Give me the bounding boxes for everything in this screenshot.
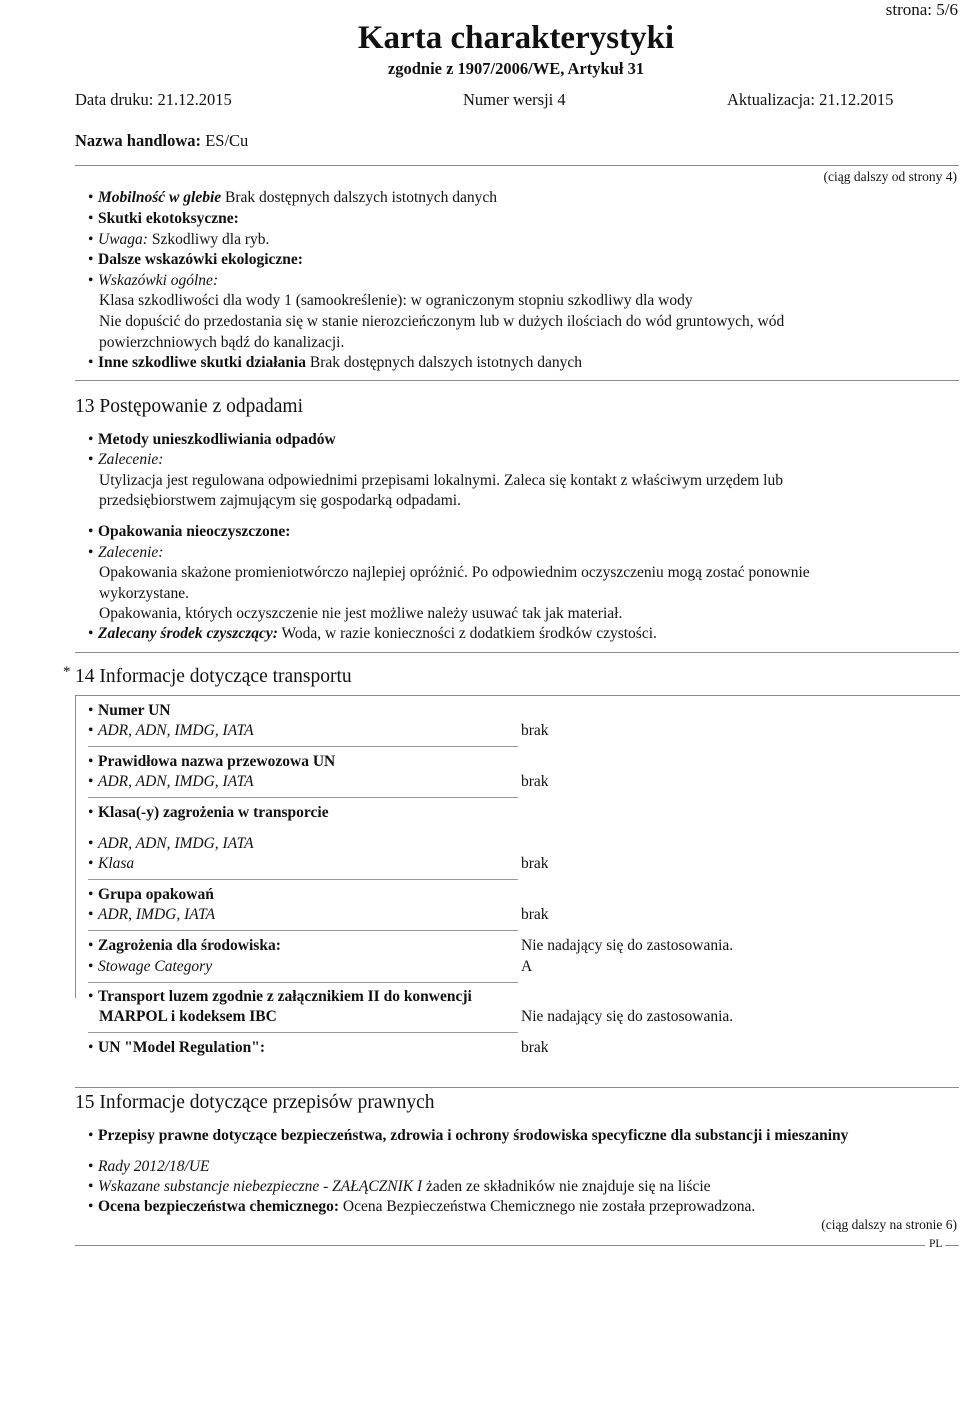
annex-substances-text: żaden ze składników nie znajduje się na liście [426, 1178, 711, 1195]
hazard-class-heading: • Klasa(-y) zagrożenia w transporcie [88, 803, 329, 823]
recommendation2-line2: wykorzystane. [99, 585, 189, 602]
un-number-heading: • Numer UN [88, 701, 170, 721]
footer-divider-left [75, 1245, 925, 1246]
page-number: strona: 5/6 [885, 0, 958, 19]
stowage-category-value: A [521, 958, 533, 975]
trade-name-label: Nazwa handlowa: [75, 131, 202, 150]
eco-hints-heading: • Dalsze wskazówki ekologiczne: [88, 250, 303, 270]
ecotox-note-text: Szkodliwy dla ryb. [151, 231, 270, 248]
environmental-hazards-label: • Zagrożenia dla środowiska: [88, 936, 281, 956]
hazard-class-modes: • ADR, ADN, IMDG, IATA [88, 834, 254, 854]
un-number-value: brak [521, 722, 549, 739]
ecotox-heading: • Skutki ekotoksyczne: [88, 209, 239, 229]
transport-divider-5 [88, 982, 518, 983]
packing-group-heading: • Grupa opakowań [88, 885, 214, 905]
discharge-warning-line2: powierzchniowych bądź do kanalizacji. [99, 334, 345, 351]
shipping-name-heading: • Prawidłowa nazwa przewozowa UN [88, 752, 335, 772]
recommendation1-line1: Utylizacja jest regulowana odpowiednimi przepisami lokalnymi. Zaleca się kontakt z właściwym urzędem lub [99, 472, 783, 489]
shipping-name-modes: • ADR, ADN, IMDG, IATA [88, 772, 254, 792]
cleaning-agent-label: • Zalecany środek czyszczący: [88, 625, 278, 642]
footer-divider-right [945, 1245, 959, 1246]
regulations-heading: • Przepisy prawne dotyczące bezpieczeństwa, zdrowia i ochrony środowiska specyficzne dla substancji i mieszaniny [88, 1126, 848, 1146]
recommendation1-line2: przedsiębiorstwem zajmującym się gospodarką odpadami. [99, 492, 461, 509]
transport-divider-6 [88, 1032, 518, 1033]
packing-group-modes: • ADR, IMDG, IATA [88, 905, 215, 925]
transport-box-bottom [75, 1087, 959, 1088]
cleaning-agent [88, 624, 657, 644]
stowage-category-label: • Stowage Category [88, 957, 212, 977]
recommendation2-line3: Opakowania, których oczyszczenie nie jest możliwe należy usuwać tak jak materiał. [99, 605, 623, 622]
model-regulation-label: • UN "Model Regulation": [88, 1038, 265, 1058]
uncleaned-packaging-heading: • Opakowania nieoczyszczone: [88, 522, 290, 542]
print-date: Data druku: 21.12.2015 [75, 90, 232, 109]
model-regulation-value: brak [521, 1039, 549, 1056]
transport-divider-1 [88, 746, 518, 747]
section13-divider [75, 652, 959, 653]
general-hints-heading: • Wskazówki ogólne: [88, 271, 218, 291]
un-number-modes: • ADR, ADN, IMDG, IATA [88, 721, 254, 741]
annex-substances [88, 1177, 711, 1197]
other-effects-label: • Inne szkodliwe skutki działania [88, 354, 306, 371]
transport-divider-3 [88, 879, 518, 880]
environmental-hazards-value: Nie nadający się do zastosowania. [521, 937, 734, 954]
trade-name-value: ES/Cu [205, 131, 249, 150]
disposal-methods-heading: • Metody unieszkodliwiania odpadów [88, 430, 336, 450]
section13-title: 13 Postępowanie z odpadami [75, 396, 303, 417]
marpol-heading-line1: • Transport luzem zgodnie z załącznikiem II do konwencji [88, 987, 472, 1007]
trade-name [75, 131, 248, 151]
update-date: Aktualizacja: 21.12.2015 [727, 90, 894, 109]
recommendation1-label: • Zalecenie: [88, 450, 163, 470]
cleaning-agent-text: Woda, w razie konieczności z dodatkiem środków czystości. [281, 625, 657, 642]
marpol-value: Nie nadający się do zastosowania. [521, 1008, 734, 1025]
document-subtitle: zgodnie z 1907/2006/WE, Artykuł 31 [387, 59, 645, 78]
continued-on: (ciąg dalszy na stronie 6) [821, 1217, 957, 1232]
changed-marker: * [63, 664, 71, 680]
transport-divider-2 [88, 797, 518, 798]
class-label: • Klasa [88, 854, 134, 874]
discharge-warning-line1: Nie dopuścić do przedostania się w stanie nierozcieńczonym lub w dużych ilościach do wód gruntowych, wód [99, 313, 785, 330]
section12-divider [75, 380, 959, 381]
csa-text: Ocena Bezpieczeństwa Chemicznego nie została przeprowadzona. [342, 1198, 756, 1215]
version-number: Numer wersji 4 [463, 90, 566, 109]
csa-label: • Ocena bezpieczeństwa chemicznego: [88, 1198, 339, 1215]
language-code: PL [929, 1238, 943, 1250]
header-divider [75, 165, 959, 166]
soil-mobility-text: Brak dostępnych dalszych istotnych danych [225, 189, 498, 206]
section14-title: 14 Informacje dotyczące transportu [75, 666, 352, 687]
chemical-safety-assessment [88, 1197, 755, 1217]
continued-from: (ciąg dalszy od strony 4) [823, 169, 957, 184]
document-title: Karta charakterystyki [357, 20, 675, 56]
soil-mobility [88, 188, 497, 208]
ecotox-note [88, 230, 269, 250]
class-value: brak [521, 855, 549, 872]
ecotox-note-label: • Uwaga: [88, 231, 148, 248]
annex-substances-label: • Wskazane substancje niebezpieczne - ZAŁĄCZNIK I [88, 1178, 422, 1195]
shipping-name-value: brak [521, 773, 549, 790]
marpol-heading-line2: MARPOL i kodeksem IBC [99, 1008, 277, 1025]
section15-title: 15 Informacje dotyczące przepisów prawnych [75, 1092, 435, 1113]
other-effects [88, 353, 582, 373]
water-hazard-class: Klasa szkodliwości dla wody 1 (samookreślenie): w ograniczonym stopniu szkodliwy dla wody [99, 292, 693, 309]
other-effects-text: Brak dostępnych dalszych istotnych danych [309, 354, 582, 371]
recommendation2-line1: Opakowania skażone promieniotwórczo najlepiej opróżnić. Po odpowiednim oczyszczeniu mogą zostać ponownie [99, 564, 810, 581]
council-directive: • Rady 2012/18/UE [88, 1157, 210, 1177]
transport-divider-4 [88, 930, 518, 931]
soil-mobility-label: • Mobilność w glebie [88, 189, 221, 206]
packing-group-value: brak [521, 906, 549, 923]
recommendation2-label: • Zalecenie: [88, 543, 163, 563]
